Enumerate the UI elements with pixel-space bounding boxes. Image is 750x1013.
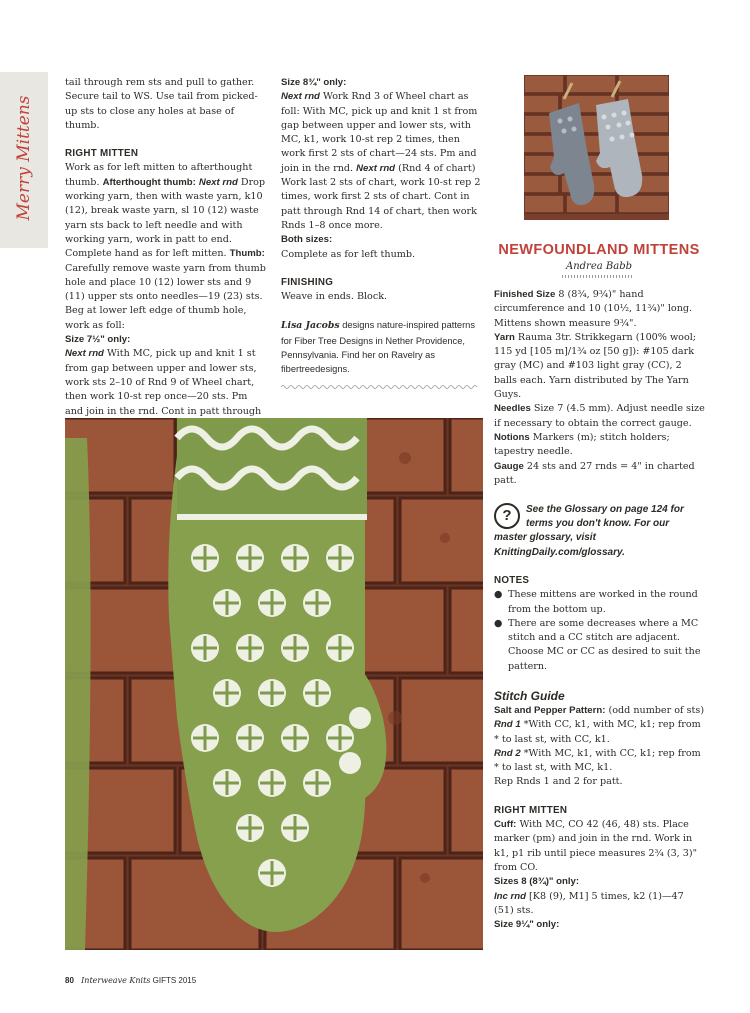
paragraph: Work as for left mitten to afterthought thumb. Afterthought thumb: Next rnd Drop working yarn, then with waste yarn, k10 (12), break waste yarn, sl 10 (12) waste yarn sts back to left needle and with working yarn, work in patt to end. Complete hand as for left mitten. Thumb: Carefully remove waste yarn from thumb hole and place 10 (12) lower sts and 9 (11) upper sts onto needles—19 (23) sts. Beg at lower left edge of thumb hole, work as foll: (65, 162, 266, 331)
right-mitten-heading: RIGHT MITTEN (65, 148, 139, 160)
right-mitten-heading: RIGHT MITTEN (494, 804, 568, 816)
glossary-text: See the Glossary on page 124 for terms you don't know. For our master glossary, visit KnittingDaily.com/glossary. (494, 504, 684, 558)
stitch-guide-block (494, 688, 706, 932)
pattern-author: Andrea Babb (565, 261, 632, 272)
section-tab-label: Merry Mittens (14, 95, 34, 221)
dotted-divider (562, 275, 632, 278)
inc-rnd: Inc rnd [K8 (9), M1] 5 times, k2 (1)—47 (51) sts. (494, 890, 684, 916)
salt-pepper: Salt and Pepper Pattern: (odd number of sts) (494, 705, 705, 716)
section-tab (0, 72, 48, 248)
pattern-title: NEWFOUNDLAND MITTENS (498, 242, 700, 258)
size-label: Size 7½" only: (65, 334, 131, 346)
sizes-label: Sizes 8 (8¾)" only: (494, 876, 580, 888)
notes-block (494, 574, 706, 674)
finishing-text: Weave in ends. Block. (281, 291, 388, 303)
column-middle (281, 76, 481, 377)
rnd1: Rnd 1 *With CC, k1, with MC, k1; rep from * to last st, with CC, k1. (494, 719, 701, 745)
paragraph: Next rnd Work Rnd 3 of Wheel chart as foll: With MC, pick up and knit 1 st from gap between upper and lower sts, with MC, k1, work 10-st rep 2 times, then work first 2 sts of chart—24 sts. Pm and join in the rnd. Next rnd (Rnd 4 of chart) Work last 2 sts of chart, work 10-st rep 2 times, work first 2 sts of chart. Cont in patt through Rnd 14 of chart, then work Rnds 1–8 once more. (281, 91, 481, 231)
glossary-callout (494, 503, 704, 560)
both-sizes-label: Both sizes: (281, 234, 333, 246)
notions: Notions Markers (m); stitch holders; tapestry needle. (494, 431, 670, 458)
yarn: Yarn Rauma 3tr. Strikkegarn (100% wool; 115 yd [105 m]/1¾ oz [50 g]): #105 dark gray (MC) and #103 light gray (CC), 2 balls each. Yarn distributed by The Yarn Guys. (494, 331, 697, 401)
finished-size: Finished Size 8 (8¾, 9¾)" hand circumference and 10 (10½, 11¾)" long. Mittens shown measure 9¾". (494, 289, 693, 329)
question-icon: ? (494, 503, 520, 529)
rep-text: Rep Rnds 1 and 2 for patt. (494, 776, 623, 788)
needles: Needles Size 7 (4.5 mm). Adjust needle size if necessary to obtain the correct gauge. (494, 403, 705, 429)
intro-text: tail through rem sts and pull to gather. Secure tail to WS. Use tail from picked-up sts to close any holes at base of thumb. (65, 77, 258, 131)
magazine-name: Interweave Knits (81, 976, 151, 985)
gray-mittens-photo (524, 75, 669, 220)
both-sizes-text: Complete as for left thumb. (281, 248, 416, 260)
column-left (65, 76, 268, 433)
gauge: Gauge 24 sts and 27 rnds = 4" in charted patt. (494, 460, 695, 486)
list-item: ● There are some decreases where a MC stitch and a CC stitch are adjacent. Choose MC or CC as desired to suit the pattern. (494, 617, 701, 672)
materials-block (494, 288, 706, 488)
cuff: Cuff: With MC, CO 42 (46, 48) sts. Place marker (pm) and join in the rnd. Work in k1, p1 rib until piece measures 2¾ (3, 3)" from CO. (494, 819, 698, 873)
page-number: 80 (65, 976, 74, 985)
designer-bio: Lisa Jacobs designs nature-inspired patterns for Fiber Tree Designs in Nether Providence, Pennsylvania. Find her on Ravelry as fibertreedesigns. (281, 320, 476, 375)
notes-heading: NOTES (494, 575, 530, 586)
list-item: ● These mittens are worked in the round from the bottom up. (494, 589, 698, 615)
wavy-divider (281, 384, 479, 390)
size-last-label: Size 9¼" only: (494, 919, 560, 931)
rnd2: Rnd 2 *With MC, k1, with CC, k1; rep from * to last st, with MC, k1. (494, 747, 701, 774)
page-footer (65, 976, 196, 985)
size-label: Size 8¾" only: (281, 77, 347, 88)
paragraph: Next rnd With MC, pick up and knit 1 st from gap between upper and lower sts, work sts 2–10 of Rnd 9 of Wheel chart, then work 10-st rep once—20 sts. Pm and join in the rnd. Cont in patt through (65, 348, 262, 417)
issue-name: GIFTS 2015 (152, 976, 197, 985)
green-mitten-photo (65, 418, 483, 950)
finishing-heading: FINISHING (281, 276, 334, 288)
stitch-guide-heading: Stitch Guide (494, 689, 565, 703)
